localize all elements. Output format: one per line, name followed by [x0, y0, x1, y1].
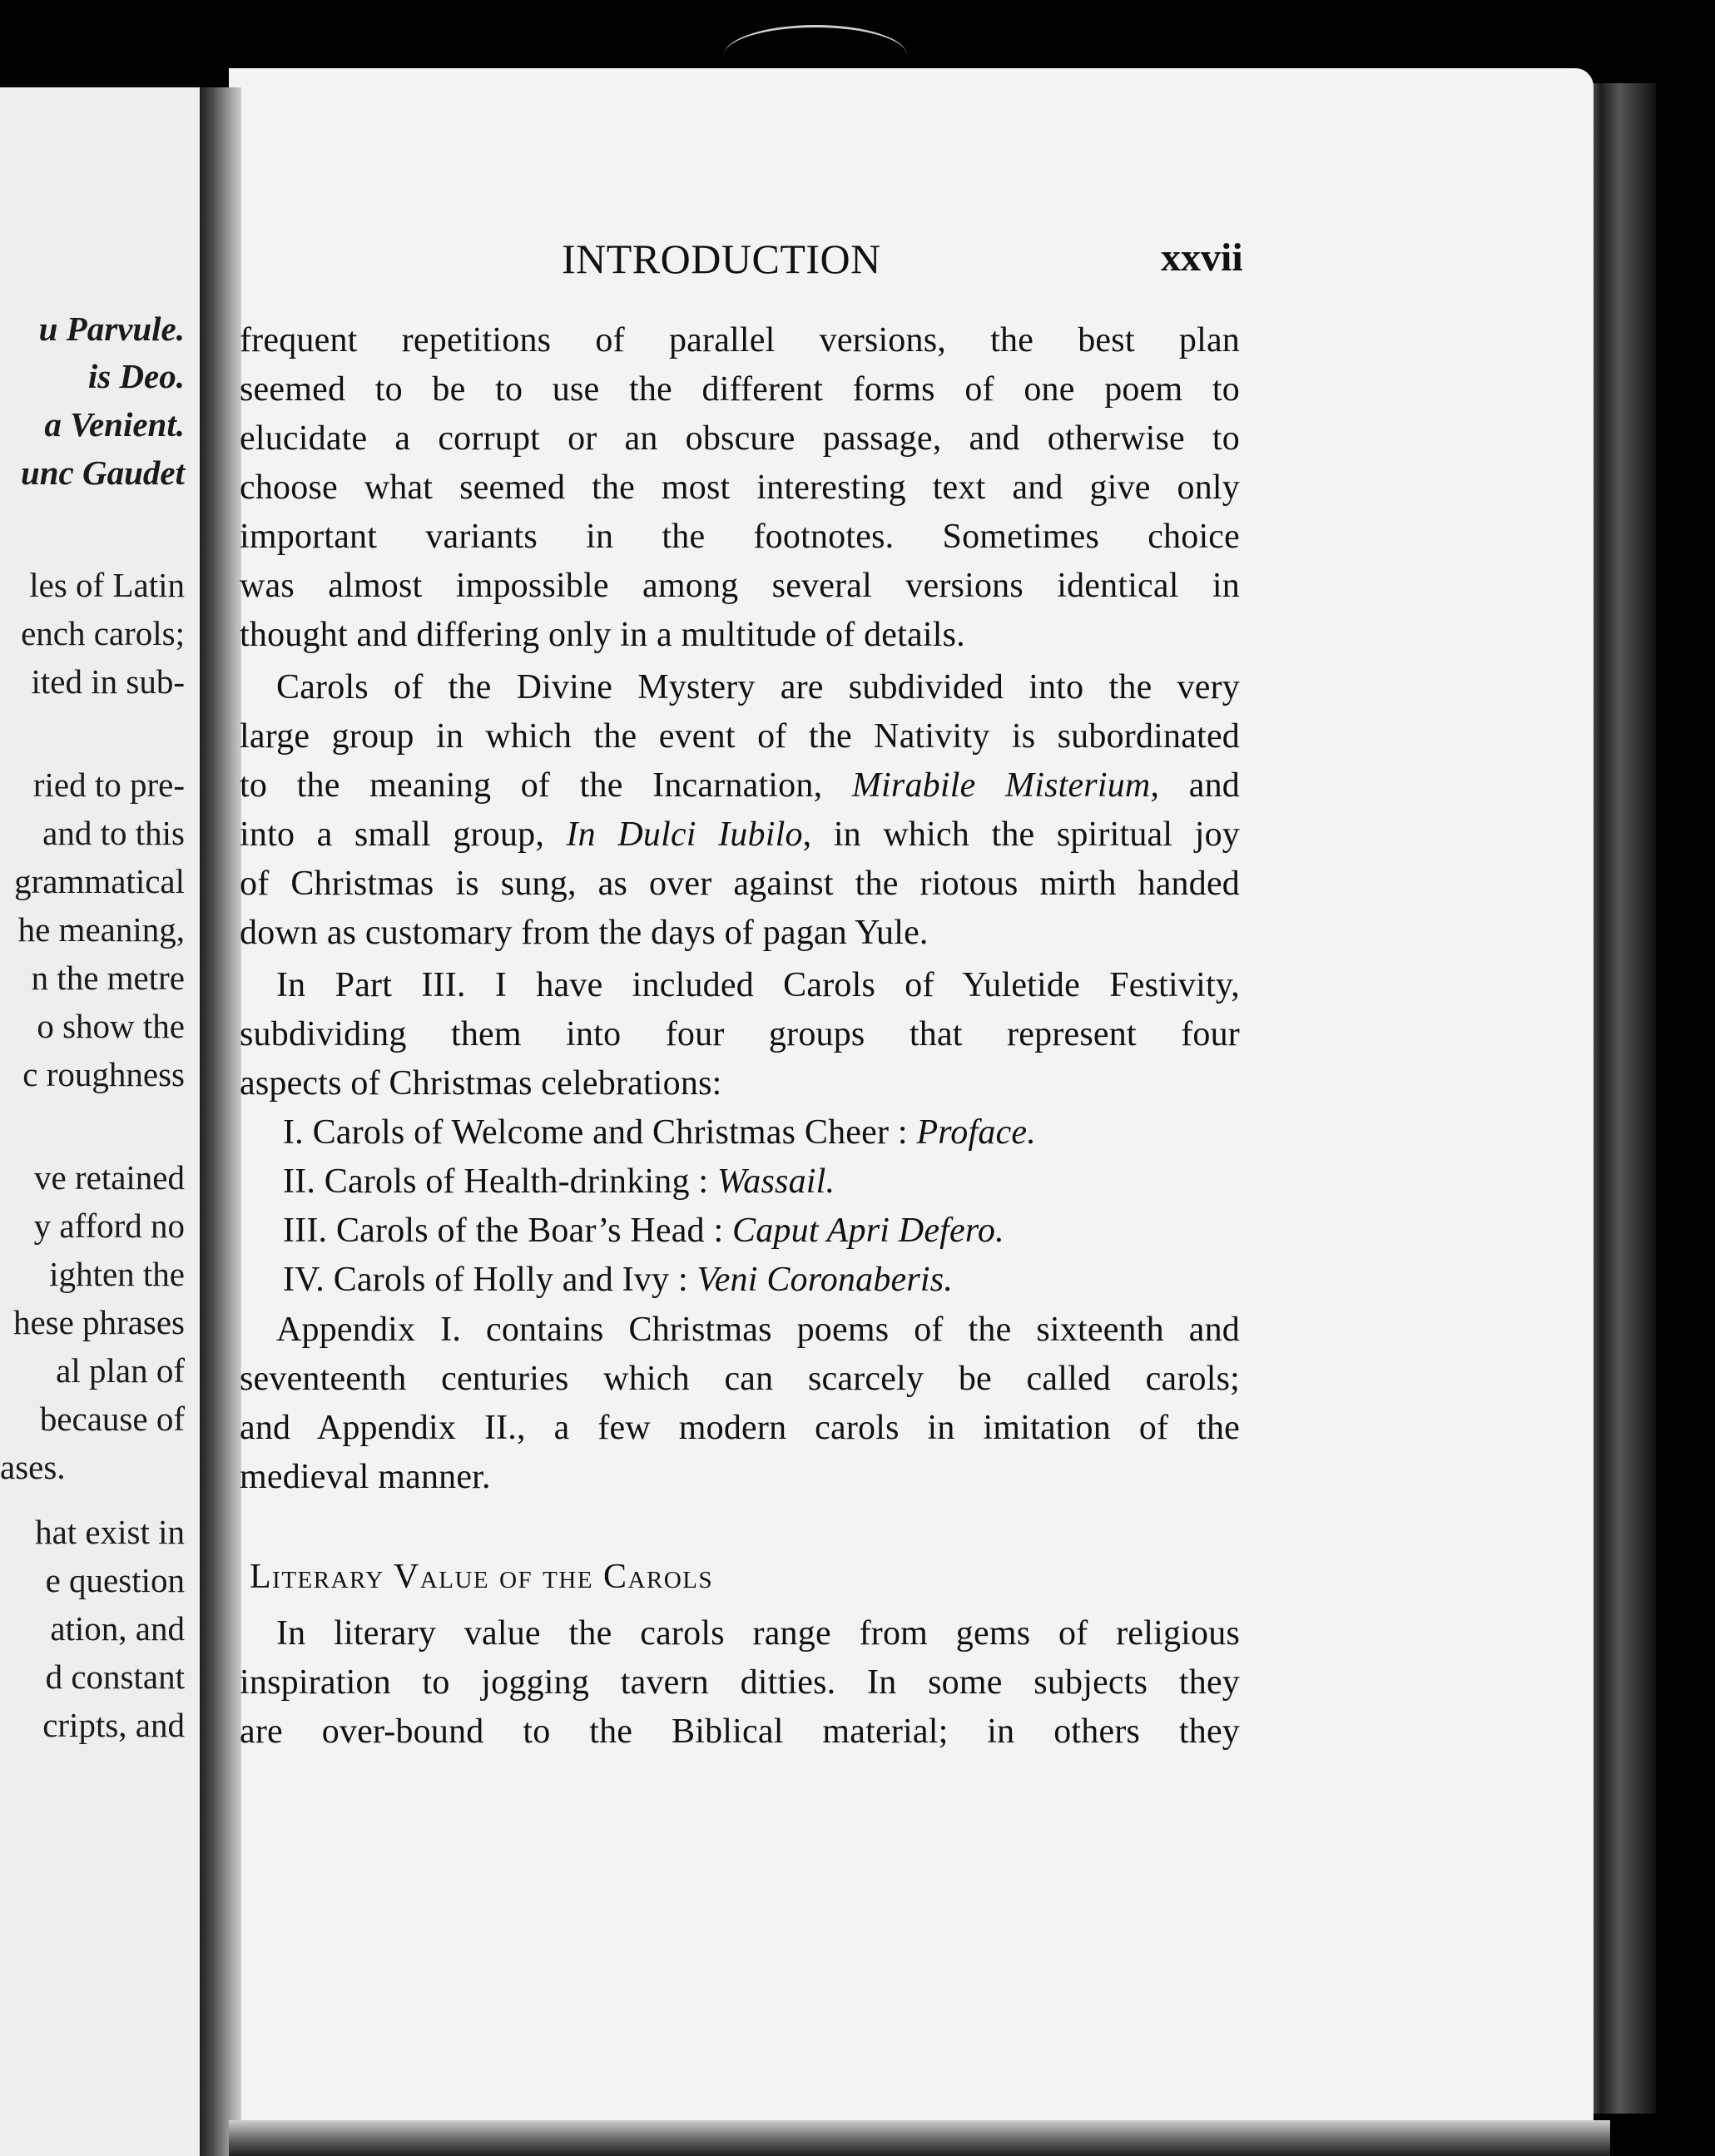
text-line: [240, 817, 1240, 852]
latin-title: Wassail.: [716, 1162, 835, 1201]
left-page-line: ases.: [0, 1448, 66, 1486]
group-label: I. Carols of Welcome and Christmas Cheer :: [283, 1113, 917, 1152]
text-line: inspiration to jogging tavern ditties. In some subjects they: [240, 1663, 1240, 1702]
text-line: elucidate a corrupt or an obscure passage, and otherwise to: [240, 419, 1240, 458]
left-page-line: o show the: [37, 1007, 185, 1045]
text-line: Carols of the Divine Mystery are subdivided into the very: [276, 668, 1240, 706]
group-label: IV. Carols of Holly and Ivy :: [283, 1261, 697, 1299]
left-page-line: les of Latin: [29, 566, 185, 604]
left-page-line: ation, and: [50, 1609, 185, 1648]
left-page-line: d constant: [45, 1658, 185, 1696]
left-page-line: ve retained: [34, 1158, 185, 1197]
text-line: In literary value the carols range from gems of religious: [276, 1614, 1240, 1653]
text-span: into a small group,: [240, 815, 567, 854]
left-page-line: ited in sub-: [31, 662, 185, 701]
left-page-line: ried to pre-: [32, 766, 185, 804]
left-page-line: ench carols;: [21, 614, 185, 652]
book-gutter: [200, 87, 241, 2156]
group-list-item: [283, 1213, 1004, 1248]
left-page-line: al plan of: [56, 1351, 185, 1390]
left-page-line: he meaning,: [17, 910, 185, 949]
text-line: frequent repetitions of parallel versions, the best plan: [240, 321, 1240, 359]
left-page-line: a Venient.: [44, 405, 185, 444]
left-page-line: is Deo.: [87, 357, 185, 395]
left-page-line: unc Gaudet: [20, 454, 185, 492]
left-page-line: hat exist in: [35, 1513, 185, 1551]
text-line: medieval manner.: [240, 1458, 491, 1496]
left-page-line: c roughness: [22, 1055, 185, 1093]
text-line: subdividing them into four groups that represent four: [240, 1015, 1240, 1053]
group-label: II. Carols of Health-drinking :: [283, 1162, 717, 1201]
group-list-item: [283, 1164, 835, 1199]
left-page-line: cripts, and: [42, 1706, 185, 1744]
text-line: and Appendix II., a few modern carols in imitation of the: [240, 1409, 1240, 1447]
text-line: choose what seemed the most interesting text and give only: [240, 468, 1240, 507]
text-line: important variants in the footnotes. Sometimes choice: [240, 518, 1240, 556]
left-page-line: hese phrases: [12, 1303, 185, 1341]
running-title: INTRODUCTION: [562, 235, 881, 282]
section-heading: Literary Value of the Carols: [250, 1558, 714, 1596]
left-page-line: n the metre: [31, 959, 185, 997]
latin-title: Caput Apri Defero.: [732, 1212, 1004, 1250]
left-page-line: y afford no: [33, 1207, 185, 1245]
text-line: seemed to be to use the different forms of one poem to: [240, 370, 1240, 409]
left-page-line: u Parvule.: [38, 310, 185, 348]
text-line: seventeenth centuries which can scarcely be called carols;: [240, 1360, 1240, 1398]
text-line: In Part III. I have included Carols of Yuletide Festivity,: [276, 966, 1240, 1004]
group-list-item: [283, 1262, 953, 1297]
latin-title: In Dulci Iubilo: [566, 815, 803, 854]
group-label: III. Carols of the Boar’s Head :: [283, 1212, 733, 1250]
text-line: are over-bound to the Biblical material; in others they: [240, 1712, 1240, 1751]
text-line: thought and differing only in a multitude of details.: [240, 616, 965, 654]
text-line: of Christmas is sung, as over against the riotous mirth handed: [240, 865, 1240, 903]
text-line: [240, 768, 1240, 803]
text-line: Appendix I. contains Christmas poems of the sixteenth and: [276, 1311, 1240, 1349]
left-page-line: because of: [39, 1400, 185, 1438]
left-page-line: grammatical: [14, 862, 185, 900]
group-list-item: [283, 1115, 1036, 1150]
page-number: xxvii: [1161, 235, 1243, 280]
text-line: aspects of Christmas celebrations:: [240, 1064, 722, 1103]
latin-title: Mirabile Misterium: [851, 766, 1151, 805]
latin-title: Proface.: [916, 1113, 1036, 1152]
text-line: large group in which the event of the Nativity is subordinated: [240, 717, 1240, 756]
left-page-line: ighten the: [49, 1255, 185, 1293]
left-page-line: and to this: [42, 814, 185, 852]
text-line: was almost impossible among several versions identical in: [240, 567, 1240, 605]
text-span: , in which the spiritual joy: [802, 815, 1240, 854]
text-span: , and: [1150, 766, 1240, 805]
left-page-line: e question: [45, 1561, 185, 1599]
page-bottom-edge: [229, 2120, 1610, 2156]
text-span: to the meaning of the Incarnation,: [240, 766, 852, 805]
left-facing-page: [0, 87, 200, 2156]
text-line: down as customary from the days of pagan Yule.: [240, 914, 929, 952]
latin-title: Veni Coronaberis.: [696, 1261, 954, 1299]
